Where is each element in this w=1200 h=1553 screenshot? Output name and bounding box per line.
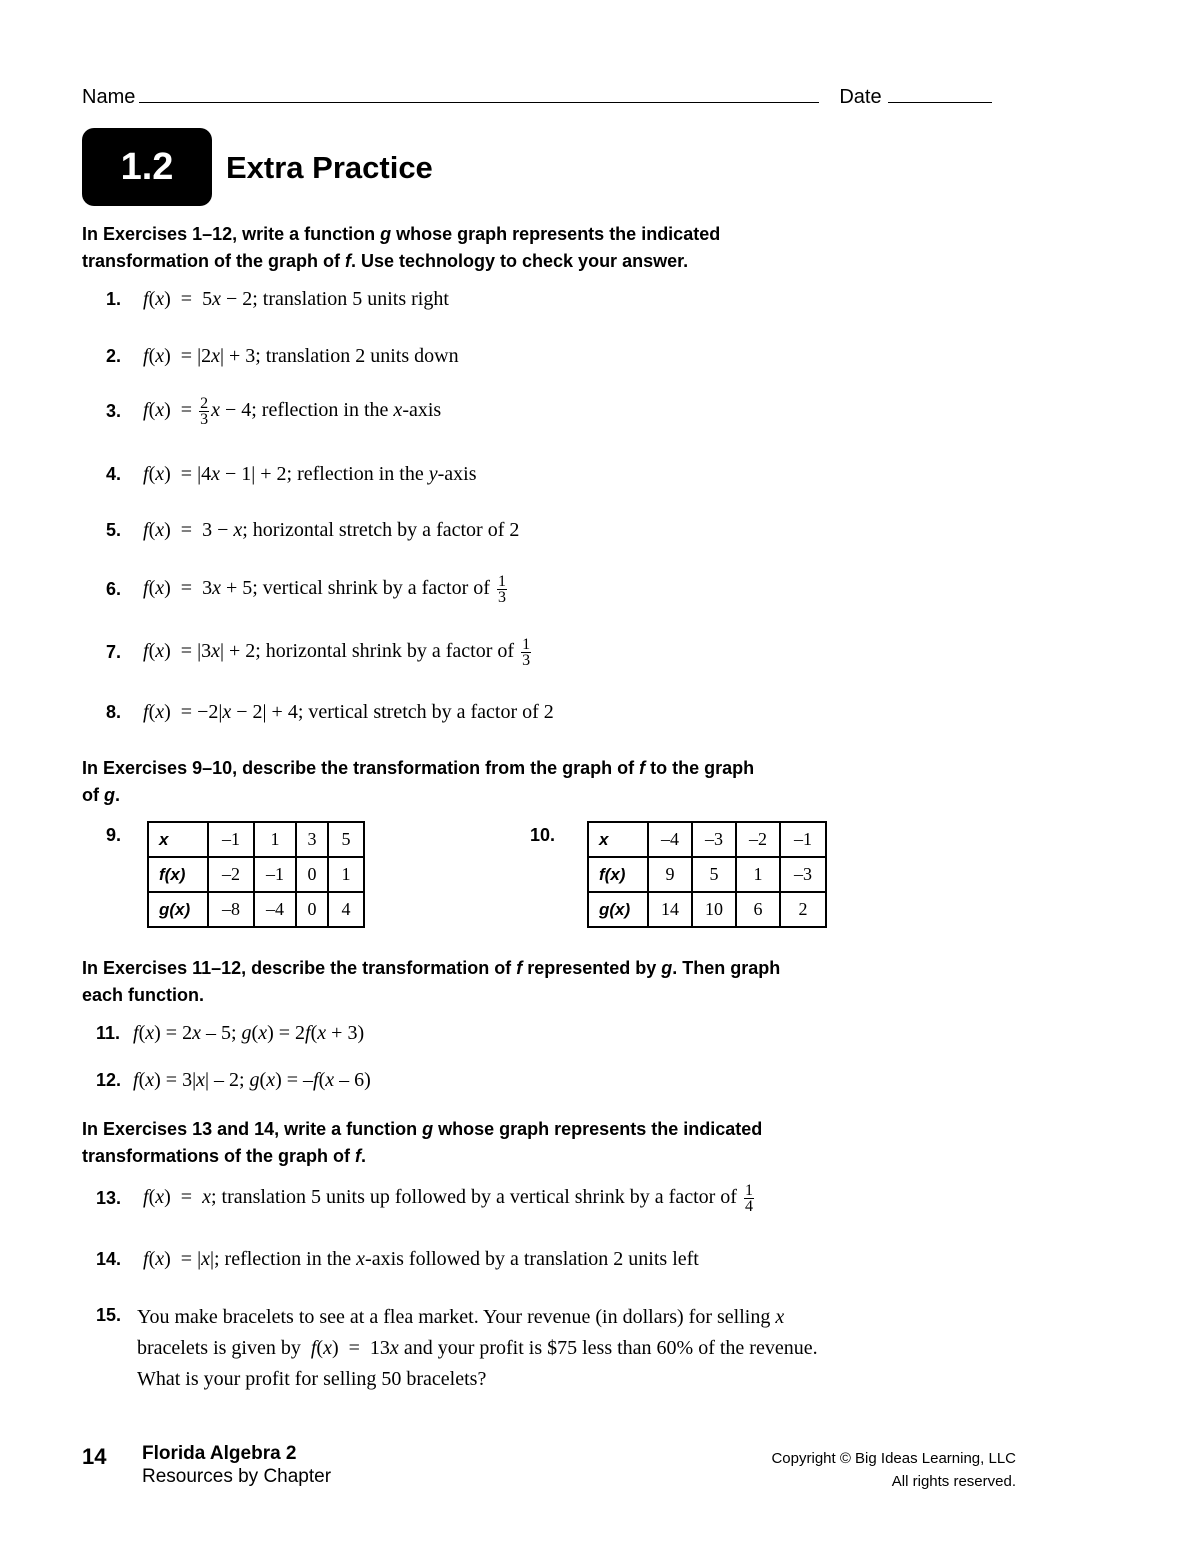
exercise-12-text: f(x) = 3|x| – 2; g(x) = –f(x – 6) (133, 1069, 371, 1091)
table-row: x –4 –3 –2 –1 (588, 822, 826, 857)
exercise-7: 7. f(x) = |3x| + 2; horizontal shrink by a factor of $\frac{1}{3}$ (106, 637, 533, 668)
exercise-1: 1. f(x) = 5x − 2; translation 5 units right (106, 288, 449, 310)
section-number: 1.2 (120, 145, 174, 188)
name-date-row (82, 84, 992, 109)
exercise-3: 3. f(x) = $\frac{2}{3}$ x − 4; reflection in the x-axis (106, 395, 442, 428)
copyright-text: Copyright © Big Ideas Learning, LLC (771, 1450, 1016, 1467)
exercise-6-text: f(x) = 3x + 5; vertical shrink by a factor of $\frac{1}{3}$ (143, 573, 506, 606)
exercise-15-text: You make bracelets to see at a flea market. Your revenue (in dollars) for selling x bracelets is given by f(x) = 13x and your profit is $75 less than 60% of the revenue. What is your profit for selling 50 bracelets? (137, 1306, 818, 1390)
exercise-8-text: f(x) = −2|x − 2| + 4; vertical stretch by a factor of 2 (143, 701, 554, 723)
exercise-2-text: f(x) = |2x| + 3; translation 2 units down (143, 345, 459, 367)
exercise-2: 2. f(x) = |2x| + 3; translation 2 units down (106, 345, 459, 367)
instructions-13-14: In Exercises 13 and 14, write a function g whose graph represents the indicated transformations of the graph of f. (82, 1119, 763, 1166)
fraction-two-thirds: $\frac{2}{3}$ (200, 395, 209, 428)
exercise-8: 8. f(x) = −2|x − 2| + 4; vertical stretch by a factor of 2 (106, 701, 554, 723)
instructions-1-12: In Exercises 1–12, write a function g whose graph represents the indicated transformation of the graph of f. Use technology to check your answer. (82, 224, 721, 271)
table-row: f(x) 9 5 1 –3 (588, 857, 826, 892)
exercise-15: 15. You make bracelets to see at a flea market. Your revenue (in dollars) for selling x bracelets is given by f(x) = 13x and your profit is $75 less than 60% of the revenue. What is your profit for selling 50 bracelets? (96, 1302, 836, 1395)
exercise-7-text: f(x) = |3x| + 2; horizontal shrink by a factor of $\frac{1}{3}$ (143, 636, 531, 669)
book-subtitle: Resources by Chapter (142, 1466, 332, 1487)
section-title: Extra Practice (226, 150, 433, 185)
exercise-13: 13. f(x) = x; translation 5 units up followed by a vertical shrink by a factor of $\frac{1}{4}$ (96, 1183, 756, 1214)
exercise-13-text: f(x) = x; translation 5 units up followed by a vertical shrink by a factor of $\frac{1}{4}$ (143, 1182, 753, 1215)
date-blank (888, 84, 992, 103)
copyright-block (771, 1447, 1016, 1493)
table-row: x –1 1 3 5 (148, 822, 364, 857)
exercise-14: 14. f(x) = |x|; reflection in the x-axis followed by a translation 2 units left (96, 1248, 699, 1270)
fraction-one-third-b: $\frac{1}{3}$ (522, 636, 531, 669)
exercise-10-number: 10. (530, 825, 556, 845)
exercise-9-number: 9. (106, 825, 122, 845)
exercise-11-text: f(x) = 2x – 5; g(x) = 2f(x + 3) (133, 1022, 365, 1044)
exercise-4-text: f(x) = |4x − 1| + 2; reflection in the y-axis (143, 463, 477, 485)
table-row: g(x) –8 –4 0 4 (148, 892, 364, 927)
fraction-one-third: $\frac{1}{3}$ (497, 573, 506, 606)
rights-text: All rights reserved. (891, 1473, 1016, 1490)
page-number: 14 (82, 1444, 107, 1469)
table-row: g(x) 14 10 6 2 (588, 892, 826, 927)
date-label: Date (839, 86, 882, 108)
exercise-1-text: f(x) = 5x − 2; translation 5 units right (143, 288, 449, 310)
exercise-4: 4. f(x) = |4x − 1| + 2; reflection in the y-axis (106, 463, 477, 485)
instructions-11-12: In Exercises 11–12, describe the transformation of f represented by g. Then graph each function. (82, 958, 781, 1005)
exercise-12: 12. f(x) = 3|x| – 2; g(x) = –f(x – 6) (96, 1069, 371, 1091)
exercise-5-text: f(x) = 3 − x; horizontal stretch by a factor of 2 (143, 519, 520, 541)
name-blank (139, 84, 819, 103)
fraction-one-fourth: $\frac{1}{4}$ (744, 1182, 753, 1215)
name-label: Name (82, 86, 136, 108)
exercise-14-text: f(x) = |x|; reflection in the x-axis followed by a translation 2 units left (143, 1248, 699, 1270)
table-exercise-9 (147, 821, 365, 928)
exercise-11: 11. f(x) = 2x – 5; g(x) = 2f(x + 3) (96, 1022, 365, 1044)
exercise-3-text: f(x) = $\frac{2}{3}$ x − 4; reflection in the x-axis (143, 395, 442, 428)
instructions-9-10: In Exercises 9–10, describe the transformation from the graph of f to the graph of g. (82, 758, 755, 805)
section-badge (82, 128, 212, 206)
book-title: Florida Algebra 2 (142, 1443, 297, 1464)
table-exercise-10 (587, 821, 827, 928)
table-row: f(x) –2 –1 0 1 (148, 857, 364, 892)
exercise-6: 6. f(x) = 3x + 5; vertical shrink by a factor of $\frac{1}{3}$ (106, 574, 509, 605)
exercise-5: 5. f(x) = 3 − x; horizontal stretch by a factor of 2 (106, 519, 520, 541)
